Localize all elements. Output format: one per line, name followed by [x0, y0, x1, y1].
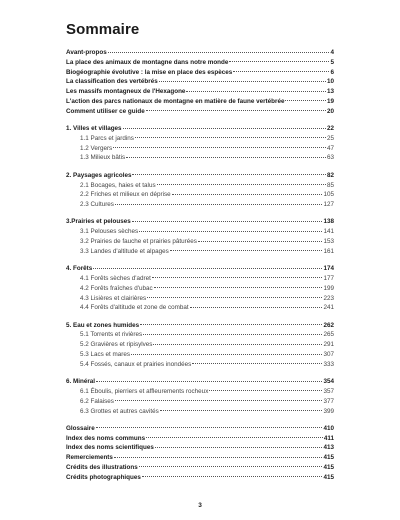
dot-leader: [152, 277, 323, 278]
toc-subentry[interactable]: [66, 294, 334, 304]
toc-entry[interactable]: [66, 68, 334, 78]
toc-subentry[interactable]: [66, 303, 334, 313]
toc-entry-page-number: 333: [323, 360, 334, 368]
toc-entry-page-number: 223: [323, 294, 334, 302]
toc-entry-page-number: 354: [323, 378, 334, 386]
toc-entry-page-number: 357: [323, 387, 334, 395]
toc-entry-label: 3.3 Landes d'altitude et alpages: [80, 247, 169, 255]
dot-leader: [108, 52, 330, 53]
toc-entry-page-number: 161: [323, 247, 334, 255]
toc-entry[interactable]: [66, 443, 334, 453]
toc-entry-label: 4.4 Forêts d'altitude et zone de combat: [80, 304, 189, 312]
toc-entry-label: Comment utiliser ce guide: [66, 107, 145, 115]
toc-entry-label: Crédits des illustrations: [66, 463, 138, 471]
page-number: 3: [198, 502, 202, 509]
toc-subentry[interactable]: [66, 237, 334, 247]
toc-entry-page-number: 105: [323, 191, 334, 199]
toc-entry-page-number: 177: [323, 274, 334, 282]
dot-leader: [96, 381, 322, 382]
toc-entry-page-number: 153: [323, 238, 334, 246]
toc-entry-page-number: 82: [326, 171, 334, 179]
dot-leader: [159, 81, 326, 82]
dot-leader: [209, 390, 322, 391]
toc-entry-label: La classification des vertébrés: [66, 78, 158, 86]
dot-leader: [143, 334, 322, 335]
toc-entry[interactable]: [66, 58, 334, 68]
toc-subentry[interactable]: [66, 181, 334, 191]
toc-entry-label: 2.1 Bocages, haies et talus: [80, 181, 156, 189]
dot-leader: [132, 174, 326, 175]
toc-entry-label: Remerciements: [66, 454, 113, 462]
section-spacer: [66, 416, 334, 424]
toc-entry-label: 4.1 Forêts sèches d'adret: [80, 274, 151, 282]
section-spacer: [66, 257, 334, 265]
toc-entry-label: Les massifs montagneux de l'Hexagone: [66, 88, 186, 96]
toc-entry-page-number: 5: [330, 58, 334, 66]
dot-leader: [140, 324, 322, 325]
toc-entry-label: 4.3 Lisières et clairières: [80, 294, 147, 302]
dot-leader: [115, 204, 323, 205]
toc-subentry[interactable]: [66, 340, 334, 350]
toc-entry-page-number: 13: [326, 88, 334, 96]
toc-entry[interactable]: [66, 434, 334, 444]
dot-leader: [139, 231, 322, 232]
toc-entry-label: 6.1 Éboulis, pierriers et affleurements rocheux: [80, 387, 209, 395]
dot-leader: [132, 221, 323, 222]
toc-entry-page-number: 85: [326, 181, 334, 189]
toc-entry-page-number: 415: [323, 454, 334, 462]
dot-leader: [126, 157, 326, 158]
toc-entry-label: 4. Forêts: [66, 265, 93, 273]
toc-entry-label: 5.3 Lacs et mares: [80, 351, 131, 359]
dot-leader: [190, 307, 323, 308]
dot-leader: [135, 137, 326, 138]
toc-entry-label: 1.3 Milieux bâtis: [80, 154, 126, 162]
toc-entry-label: 2.3 Cultures: [80, 201, 114, 209]
toc-entry-label: 5.2 Gravières et ripisylves: [80, 341, 153, 349]
toc-entry-page-number: 411: [323, 434, 334, 442]
toc-entry-label: Avant-propos: [66, 49, 107, 56]
toc-subentry[interactable]: [66, 144, 334, 154]
dot-leader: [93, 268, 322, 269]
toc-entry-label: 6. Minéral: [66, 378, 96, 386]
section-spacer: [66, 163, 334, 171]
toc-subentry[interactable]: [66, 350, 334, 360]
toc-entry-page-number: 127: [323, 201, 334, 209]
dot-leader: [192, 363, 322, 364]
toc-entry-label: 5.4 Fossés, canaux et prairies inondées: [80, 360, 192, 368]
toc-entry[interactable]: [66, 321, 334, 331]
toc-entry[interactable]: [66, 77, 334, 87]
toc-entry[interactable]: [66, 264, 334, 274]
toc-entry-page-number: 10: [326, 78, 334, 86]
toc-entry[interactable]: [66, 87, 334, 97]
toc-entry-label: Crédits photographiques: [66, 473, 141, 481]
toc-entry-page-number: 241: [323, 304, 334, 312]
dot-leader: [114, 457, 323, 458]
toc-subentry[interactable]: [66, 227, 334, 237]
dot-leader: [229, 61, 329, 62]
toc-entry-page-number: 377: [323, 397, 334, 405]
toc-entry-page-number: 47: [326, 144, 334, 152]
toc-entry[interactable]: [66, 97, 334, 107]
toc-entry-page-number: 25: [326, 134, 334, 142]
dot-leader: [113, 147, 326, 148]
toc-subentry[interactable]: [66, 330, 334, 340]
toc-entry-page-number: 410: [323, 424, 334, 432]
toc-entry[interactable]: [66, 107, 334, 117]
toc-subentry[interactable]: [66, 200, 334, 210]
toc-entry-label: La place des animaux de montagne dans notre monde: [66, 58, 229, 66]
page-title: Sommaire: [66, 21, 140, 38]
toc-entry-label: 2.2 Friches et milieux en déprise: [80, 191, 171, 199]
toc-entry-label: L'action des parcs nationaux de montagne en matière de faune vertébrée: [66, 97, 285, 105]
toc-entry-label: 3.2 Prairies de fauche et prairies pâturées: [80, 238, 197, 246]
toc-subentry[interactable]: [66, 274, 334, 284]
section-spacer: [66, 117, 334, 125]
toc-entry-label: 1.2 Vergers: [80, 144, 113, 152]
toc-entry[interactable]: [66, 48, 334, 58]
toc-entry[interactable]: [66, 171, 334, 181]
toc-subentry[interactable]: [66, 134, 334, 144]
toc-entry[interactable]: [66, 217, 334, 227]
toc-entry-page-number: 415: [323, 473, 334, 481]
toc-entry-label: 5. Eau et zones humides: [66, 321, 140, 329]
toc-entry[interactable]: [66, 463, 334, 473]
toc-subentry[interactable]: [66, 153, 334, 163]
dot-leader: [131, 354, 322, 355]
toc-entry-label: 6.2 Falaises: [80, 397, 114, 405]
toc-entry[interactable]: [66, 124, 334, 134]
dot-leader: [146, 437, 323, 438]
toc-entry-page-number: 20: [326, 107, 334, 115]
toc-entry-page-number: 199: [323, 284, 334, 292]
dot-leader: [233, 71, 329, 72]
toc-entry-label: 2. Paysages agricoles: [66, 171, 132, 179]
toc-entry[interactable]: [66, 473, 334, 483]
toc-subentry[interactable]: [66, 360, 334, 370]
section-spacer: [66, 370, 334, 378]
dot-leader: [172, 194, 323, 195]
dot-leader: [198, 241, 323, 242]
toc-entry-label: 4.2 Forêts fraîches d'ubac: [80, 284, 153, 292]
toc-entry-page-number: 6: [330, 68, 334, 76]
toc-entry-page-number: 19: [326, 97, 334, 105]
section-spacer: [66, 313, 334, 321]
toc-subentry[interactable]: [66, 387, 334, 397]
dot-leader: [153, 344, 322, 345]
toc-entry-page-number: 307: [323, 351, 334, 359]
toc-subentry[interactable]: [66, 247, 334, 257]
toc-entry-label: Index des noms scientifiques: [66, 444, 154, 452]
toc-entry-page-number: 291: [323, 341, 334, 349]
toc-entry-label: Index des noms communs: [66, 434, 146, 442]
toc-subentry[interactable]: [66, 407, 334, 417]
dot-leader: [146, 110, 326, 111]
dot-leader: [115, 400, 323, 401]
toc-entry-label: 6.3 Grottes et autres cavités: [80, 407, 159, 415]
dot-leader: [170, 250, 323, 251]
toc-entry-page-number: 415: [323, 463, 334, 471]
dot-leader: [186, 91, 326, 92]
toc-subentry[interactable]: [66, 190, 334, 200]
toc-entry-label: 3.Prairies et pelouses: [66, 218, 131, 226]
dot-leader: [155, 447, 323, 448]
toc-entry-page-number: 174: [323, 265, 334, 273]
section-spacer: [66, 210, 334, 218]
dot-leader: [147, 297, 322, 298]
toc-entry-page-number: 141: [323, 228, 334, 236]
toc-subentry[interactable]: [66, 284, 334, 294]
toc-entry-label: 1.1 Parcs et jardins: [80, 134, 134, 142]
toc-entry-label: 3.1 Pelouses sèches: [80, 228, 139, 236]
toc-entry-page-number: 4: [330, 49, 334, 56]
toc-entry-page-number: 413: [323, 444, 334, 452]
table-of-contents: [66, 48, 334, 483]
toc-entry-page-number: 262: [323, 321, 334, 329]
dot-leader: [160, 410, 323, 411]
dot-leader: [285, 100, 326, 101]
toc-entry-page-number: 138: [323, 218, 334, 226]
toc-entry-label: 1. Villes et villages: [66, 125, 122, 133]
toc-entry-label: 5.1 Torrents et rivières: [80, 331, 143, 339]
dot-leader: [154, 287, 323, 288]
toc-entry-page-number: 22: [326, 125, 334, 133]
dot-leader: [157, 184, 326, 185]
toc-entry-page-number: 265: [323, 331, 334, 339]
toc-entry[interactable]: [66, 424, 334, 434]
dot-leader: [96, 427, 323, 428]
toc-entry-label: Biogéographie évolutive : la mise en place des espèces: [66, 68, 233, 76]
dot-leader: [123, 128, 326, 129]
dot-leader: [142, 476, 323, 477]
toc-entry-page-number: 63: [326, 154, 334, 162]
toc-entry[interactable]: [66, 453, 334, 463]
toc-entry[interactable]: [66, 377, 334, 387]
dot-leader: [139, 466, 323, 467]
toc-subentry[interactable]: [66, 397, 334, 407]
toc-entry-label: Glossaire: [66, 424, 95, 432]
toc-entry-page-number: 399: [323, 407, 334, 415]
